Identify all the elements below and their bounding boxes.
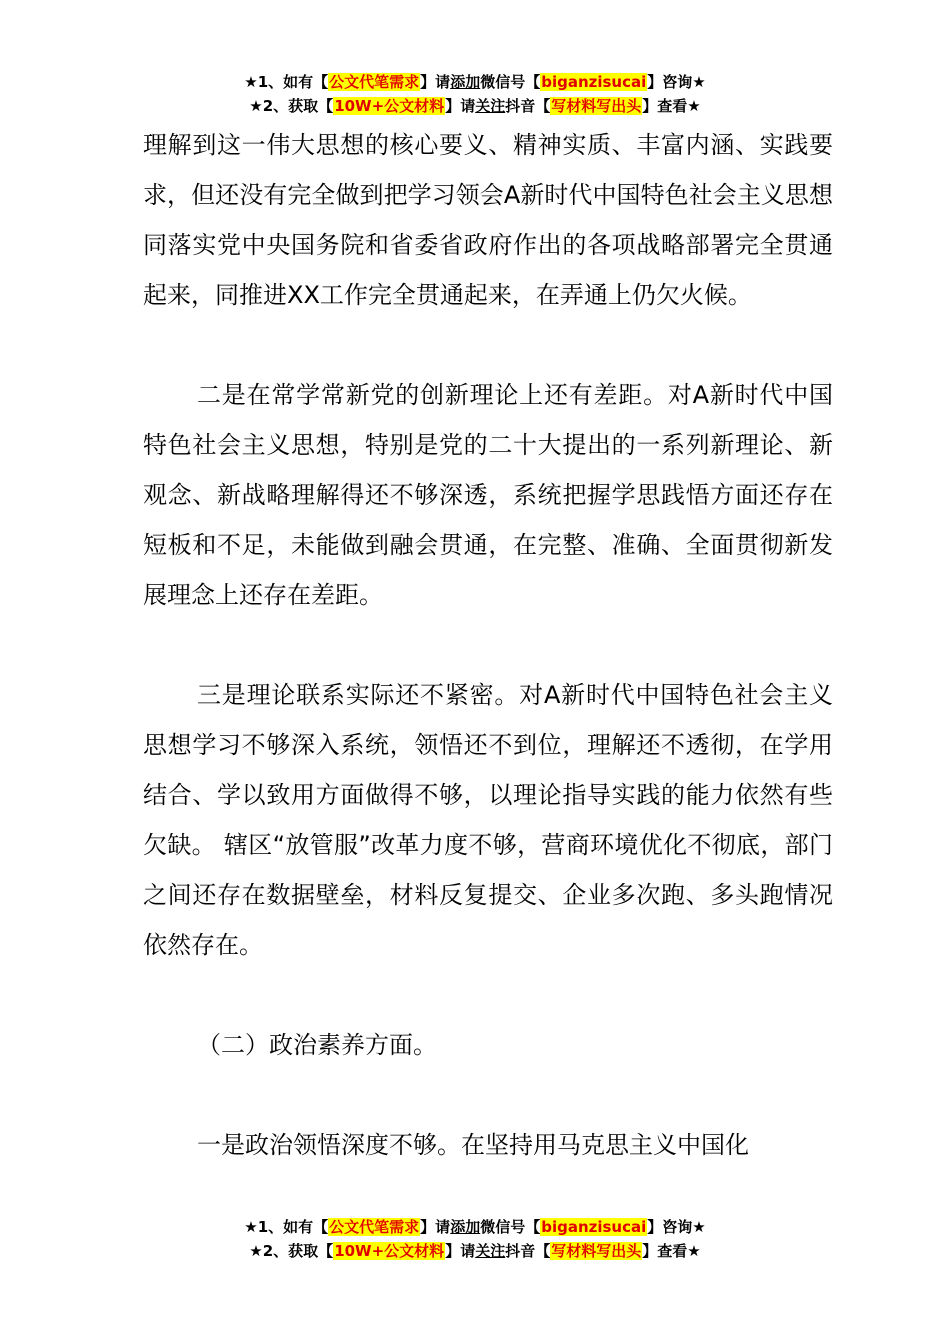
banner-line-1 bbox=[0, 1215, 950, 1239]
paragraph-continuation: 理解到这一伟大思想的核心要义、精神实质、丰富内涵、实践要求，但还没有完全做到把学习领会A新时代中国特色社会主义思想同落实党中央国务院和省委省政府作出的各项战略部署完全贯通起来，同推进XX工作完全贯通起来，在弄通上仍欠火候。 bbox=[143, 131, 833, 309]
banner-highlight: biganzisucai bbox=[541, 73, 647, 91]
paragraph-point-two: 二是在常学常新党的创新理论上还有差距。对A新时代中国特色社会主义思想，特别是党的二十大提出的一系列新理论、新观念、新战略理解得还不够深透，系统把握学思践悟方面还存在短板和不足，未能做到融会贯通，在完整、准确、全面贯彻新发展理念上还存在差距。 bbox=[143, 381, 833, 609]
banner-text: ★1、如有【 bbox=[244, 73, 329, 91]
banner-highlight: biganzisucai bbox=[541, 1218, 647, 1236]
banner-text: 微信号【 bbox=[480, 1218, 541, 1236]
banner-line-2 bbox=[0, 94, 950, 118]
banner-highlight: 写材料写出头 bbox=[551, 97, 642, 115]
document-body bbox=[143, 120, 833, 1170]
banner-underline: 添加 bbox=[450, 73, 481, 91]
banner-line-2 bbox=[0, 1239, 950, 1263]
banner-text: 抖音【 bbox=[505, 1242, 551, 1260]
banner-text: ★2、获取【 bbox=[249, 1242, 334, 1260]
banner-text: ★2、获取【 bbox=[249, 97, 334, 115]
header-banner bbox=[0, 70, 950, 118]
banner-highlight: 公文代笔需求 bbox=[329, 73, 420, 91]
banner-text: 】请 bbox=[445, 1242, 476, 1260]
banner-text: 抖音【 bbox=[505, 97, 551, 115]
banner-underline: 关注 bbox=[475, 97, 506, 115]
banner-text: ★1、如有【 bbox=[244, 1218, 329, 1236]
banner-text: 】请 bbox=[445, 97, 476, 115]
banner-text: 】查看★ bbox=[642, 97, 701, 115]
paragraph-gap bbox=[143, 970, 833, 1020]
banner-line-1 bbox=[0, 70, 950, 94]
banner-underline: 添加 bbox=[450, 1218, 481, 1236]
paragraph-point-three: 三是理论联系实际还不紧密。对A新时代中国特色社会主义思想学习不够深入系统，领悟还不到位，理解还不透彻，在学用结合、学以致用方面做得不够，以理论指导实践的能力依然有些欠缺。 辖区“放管服”改革力度不够，营商环境优化不彻底，部门之间还存在数据壁垒，材料反复提交、企业多次跑、多头跑情况依然存在。 bbox=[143, 681, 833, 959]
section-heading: （二）政治素养方面。 bbox=[197, 1031, 437, 1059]
banner-underline: 关注 bbox=[475, 1242, 506, 1260]
paragraph-point-one: 一是政治领悟深度不够。在坚持用马克思主义中国化 bbox=[197, 1131, 749, 1159]
banner-highlight: 公文代笔需求 bbox=[329, 1218, 420, 1236]
paragraph-gap bbox=[143, 320, 833, 370]
banner-text: 】请 bbox=[420, 73, 451, 91]
banner-text: 微信号【 bbox=[480, 73, 541, 91]
paragraph-gap bbox=[143, 1070, 833, 1120]
banner-highlight: 10W+公文材料 bbox=[334, 1242, 445, 1260]
banner-text: 】请 bbox=[420, 1218, 451, 1236]
banner-highlight: 10W+公文材料 bbox=[334, 97, 445, 115]
banner-text: 】咨询★ bbox=[647, 73, 706, 91]
banner-highlight: 写材料写出头 bbox=[551, 1242, 642, 1260]
banner-text: 】查看★ bbox=[642, 1242, 701, 1260]
footer-banner bbox=[0, 1215, 950, 1263]
banner-text: 】咨询★ bbox=[647, 1218, 706, 1236]
paragraph-gap bbox=[143, 620, 833, 670]
